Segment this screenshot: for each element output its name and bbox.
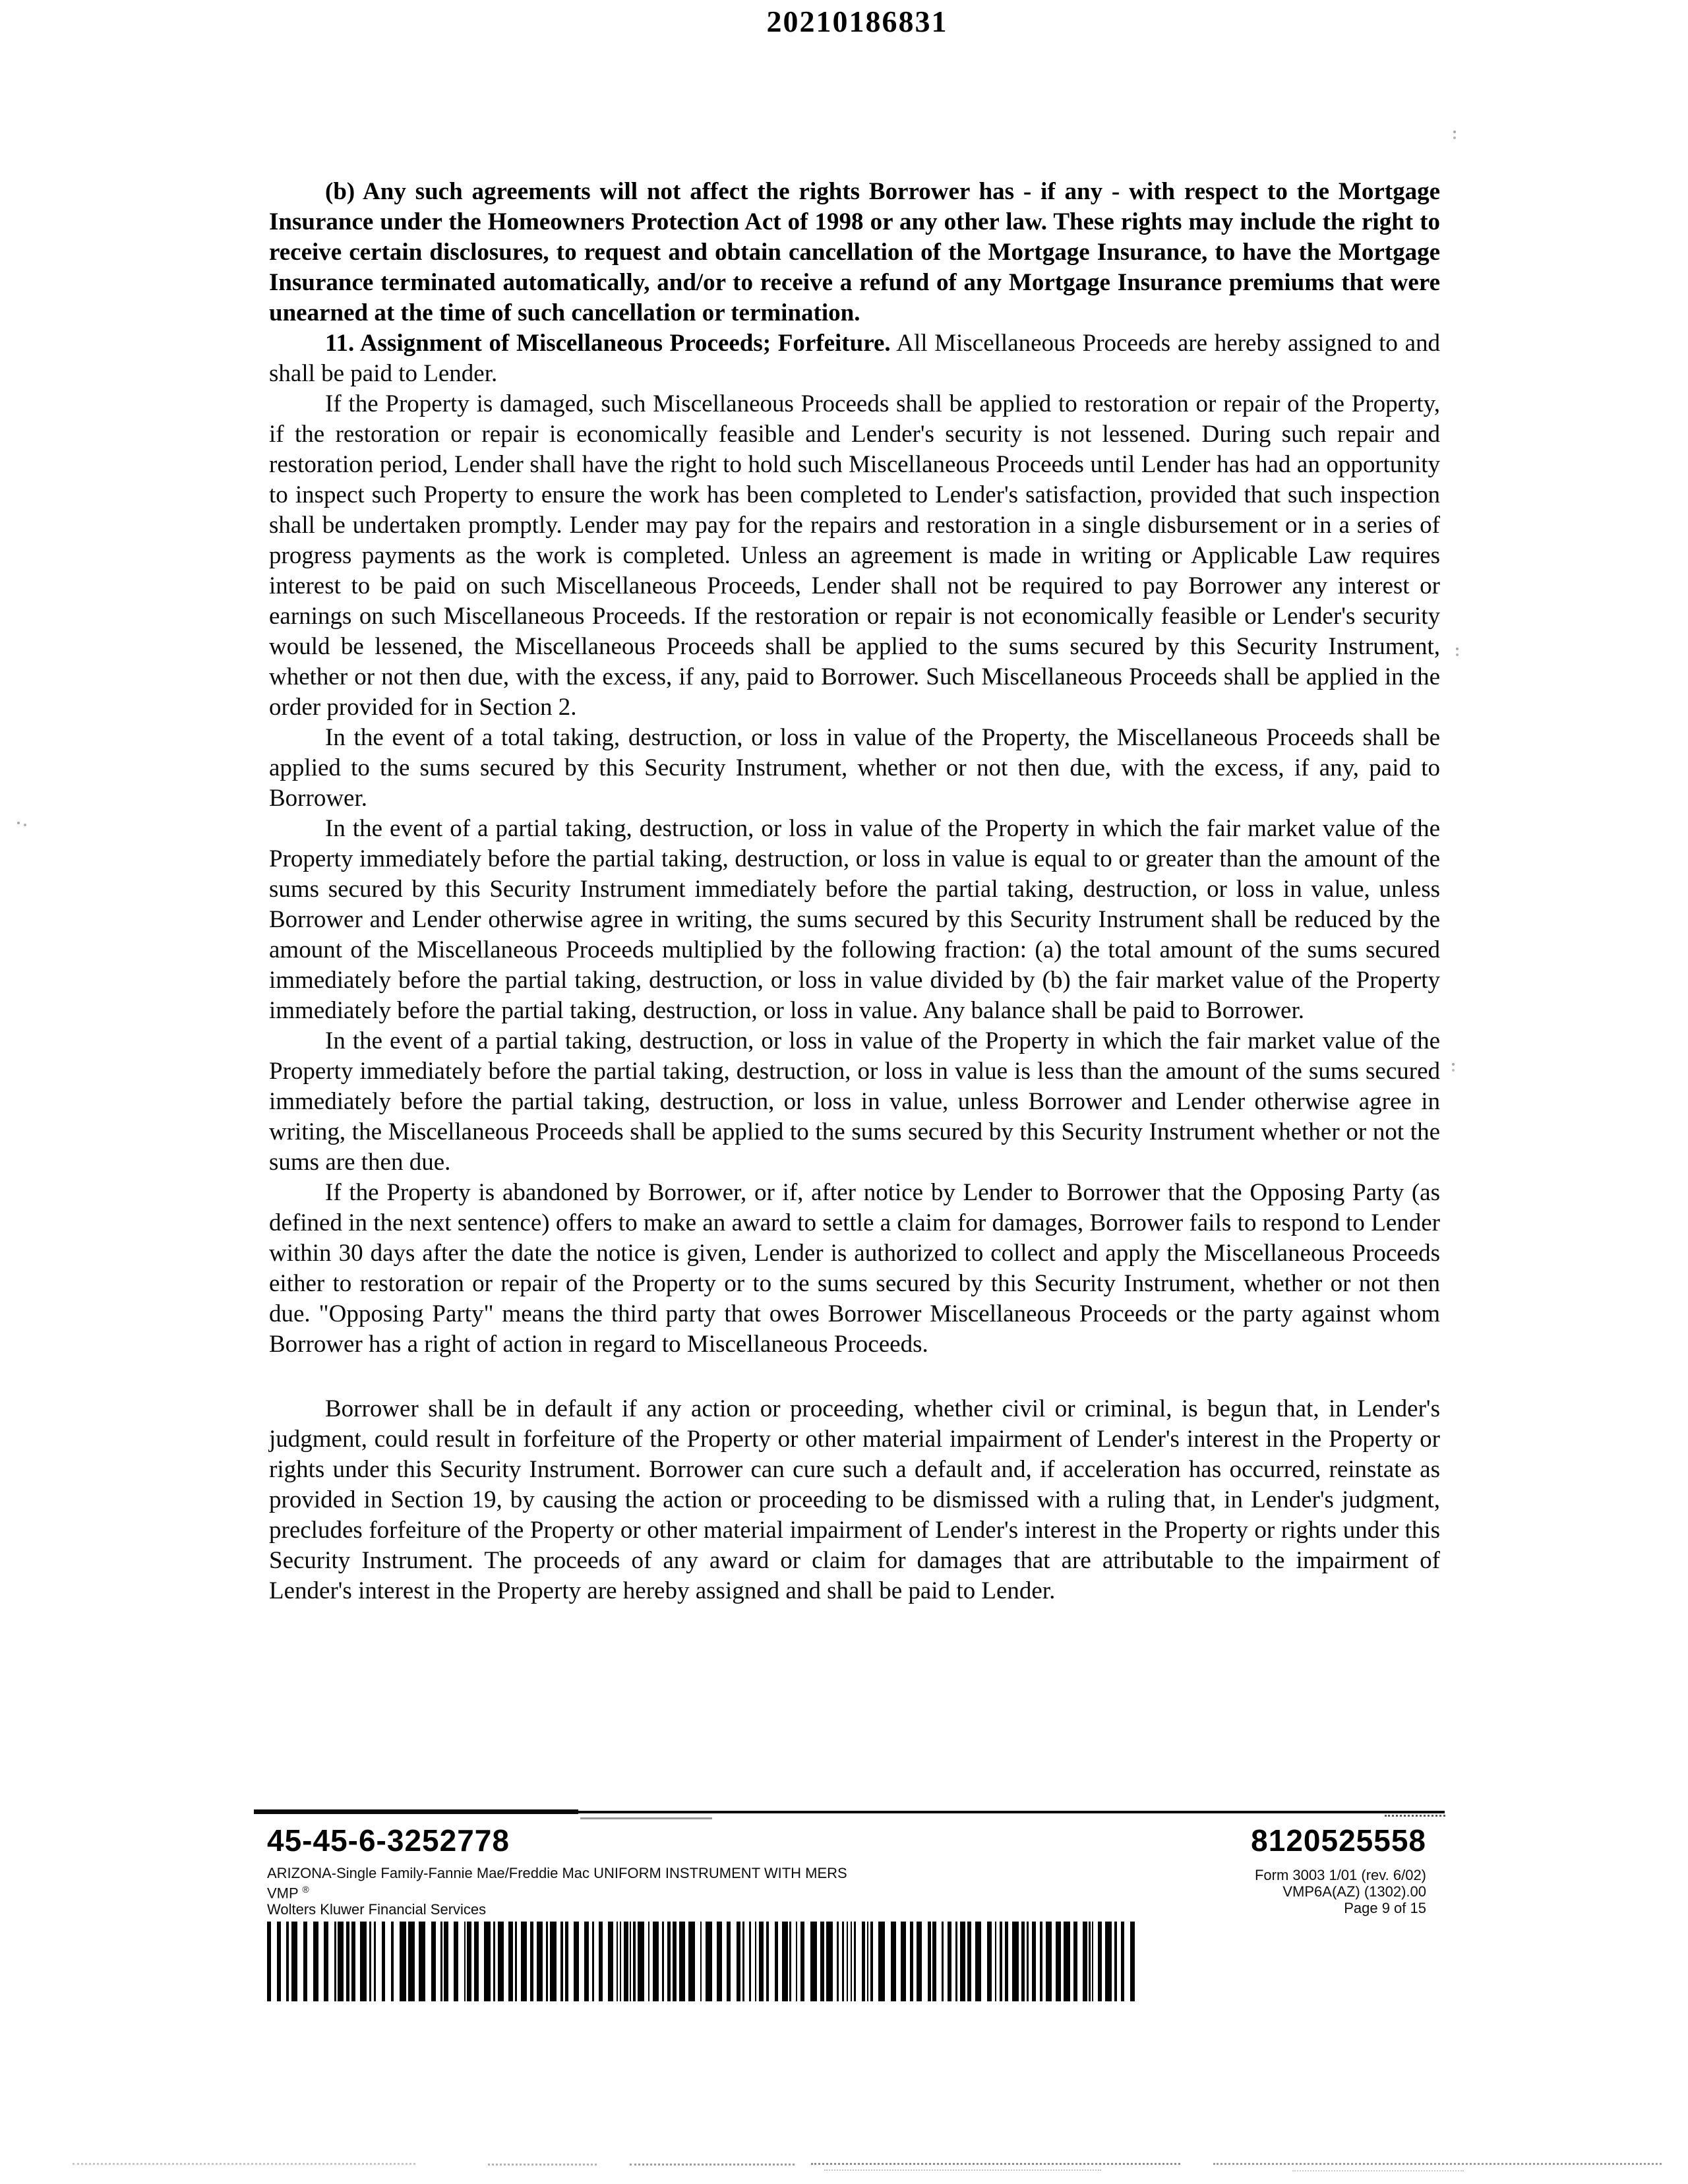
paragraph: If the Property is abandoned by Borrower, or if, after notice by Lender to Borrower that the Opposing Party (as defined in the next sentence) offers to make an award to settle a claim for damages, Borrower fails to respond to Lender within 30 days after the date the notice is given, Lender is authorized to collect and apply the Miscellaneous Proceeds either to restoration or repair of the Property or to the sums secured by this Security Instrument, whether or not then due. "Opposing Party" means the third party that owes Borrower Miscellaneous Proceeds or the party against whom Borrower has a right of action in regard to Miscellaneous Proceeds. [269, 1179, 1440, 1358]
scanner-artifact [17, 822, 20, 824]
page-number-line: Page 9 of 15 [1344, 1900, 1426, 1916]
paragraph: In the event of a partial taking, destruction, or loss in value of the Property in which the fair market value of the Property immediately before the partial taking, destruction, or loss in value is equal to or greater than the amount of the sums secured by this Security Instrument immediately before the partial taking, destruction, or loss in value, unless Borrower and Lender otherwise agree in writing, the sums secured by this Security Instrument shall be reduced by the amount of the Miscellaneous Proceeds multiplied by the following fraction: (a) the total amount of the sums secured immediately before the partial taking, destruction, or loss in value divided by (b) the fair market value of the Property immediately before the partial taking, destruction, or loss in value. Any balance shall be paid to Borrower. [269, 815, 1440, 1024]
scanner-artifact [1385, 1815, 1445, 1817]
document-body [269, 177, 1440, 1606]
loan-number-right: 8120525558 [1251, 1823, 1426, 1858]
paragraph: In the event of a total taking, destruction, or loss in value of the Property, the Miscellaneous Proceeds shall be applied to the sums secured by this Security Instrument, whether or not then due, with the excess, if any, paid to Borrower. [269, 724, 1440, 812]
scanner-artifact [824, 2169, 1101, 2171]
vmp-label: VMP [267, 1885, 299, 1902]
scanner-artifact [1213, 2163, 1662, 2165]
scanner-artifact [1453, 131, 1456, 133]
paragraph: 11. Assignment of Miscellaneous Proceeds; Forfeiture. All Miscellaneous Proceeds are hereby assigned to and shall be paid to Lender. [269, 330, 1440, 387]
recording-number: 20210186831 [766, 5, 948, 38]
vmp-line [267, 1881, 847, 1901]
scanner-artifact [630, 2164, 795, 2166]
scanner-artifact [1292, 2170, 1464, 2171]
services-line: Wolters Kluwer Financial Services [267, 1901, 487, 1918]
scanner-artifact [811, 2163, 1180, 2165]
scanner-artifact [73, 2163, 415, 2165]
footer-form-info-right [1255, 1867, 1426, 1916]
vmp-code-line: VMP6A(AZ) (1302).00 [1282, 1883, 1426, 1900]
scanner-artifact [580, 1817, 712, 1819]
instrument-type-line: ARIZONA-Single Family-Fannie Mae/Freddie Mac UNIFORM INSTRUMENT WITH MERS [267, 1865, 847, 1881]
paragraph: In the event of a partial taking, destruction, or loss in value of the Property in which the fair market value of the Property immediately before the partial taking, destruction, or loss in value is less than the amount of the sums secured immediately before the partial taking, destruction, or loss in value, unless Borrower and Lender otherwise agree in writing, the Miscellaneous Proceeds shall be applied to the sums secured by this Security Instrument whether or not the sums are then due. [269, 1027, 1440, 1176]
paragraph: (b) Any such agreements will not affect the rights Borrower has - if any - with respect to the Mortgage Insurance under the Homeowners Protection Act of 1998 or any other law. These rights may include the right to receive certain disclosures, to request and obtain cancellation of the Mortgage Insurance, to have the Mortgage Insurance terminated automatically, and/or to receive a refund of any Mortgage Insurance premiums that were unearned at the time of such cancellation or termination. [269, 178, 1440, 326]
scanner-artifact [1452, 1063, 1455, 1066]
form-number-line: Form 3003 1/01 (rev. 6/02) [1254, 1867, 1426, 1883]
footer-form-info-left [267, 1865, 847, 1918]
scanner-artifact [1456, 648, 1459, 650]
paragraph: Borrower shall be in default if any action or proceeding, whether civil or criminal, is begun that, in Lender's judgment, could result in forfeiture of the Property or other material impairment of Lender's interest in the Property or rights under this Security Instrument. Borrower can cure such a default and, if acceleration has occurred, reinstate as provided in Section 19, by causing the action or proceeding to be dismissed with a ruling that, in Lender's judgment, precludes forfeiture of the Property or other material impairment of Lender's interest in the Property or rights under this Security Instrument. The proceeds of any award or claim for damages that are attributable to the impairment of Lender's interest in the Property are hereby assigned and shall be paid to Lender. [269, 1395, 1440, 1604]
registered-trademark-icon: ® [302, 1884, 309, 1895]
footer-divider-line-thick-segment [254, 1809, 578, 1814]
paragraph: If the Property is damaged, such Miscellaneous Proceeds shall be applied to restoration or repair of the Property, if the restoration or repair is economically feasible and Lender's security is not lessened. During such repair and restoration period, Lender shall have the right to hold such Miscellaneous Proceeds until Lender has had an opportunity to inspect such Property to ensure the work has been completed to Lender's satisfaction, provided that such inspection shall be undertaken promptly. Lender may pay for the repairs and restoration in a single disbursement or in a series of progress payments as the work is completed. Unless an agreement is made in writing or Applicable Law requires interest to be paid on such Miscellaneous Proceeds, Lender shall not be required to pay Borrower any interest or earnings on such Miscellaneous Proceeds. If the restoration or repair is not economically feasible or Lender's security would be lessened, the Miscellaneous Proceeds shall be applied to the sums secured by this Security Instrument, whether or not then due, with the excess, if any, paid to Borrower. Such Miscellaneous Proceeds shall be applied in the order provided for in Section 2. [269, 390, 1440, 721]
loan-number-left: 45-45-6-3252778 [267, 1823, 510, 1858]
scanner-artifact [488, 2164, 597, 2166]
barcode-icon [267, 1922, 1135, 2001]
paragraph-lead-bold: 11. Assignment of Miscellaneous Proceeds; Forfeiture. [325, 330, 891, 357]
